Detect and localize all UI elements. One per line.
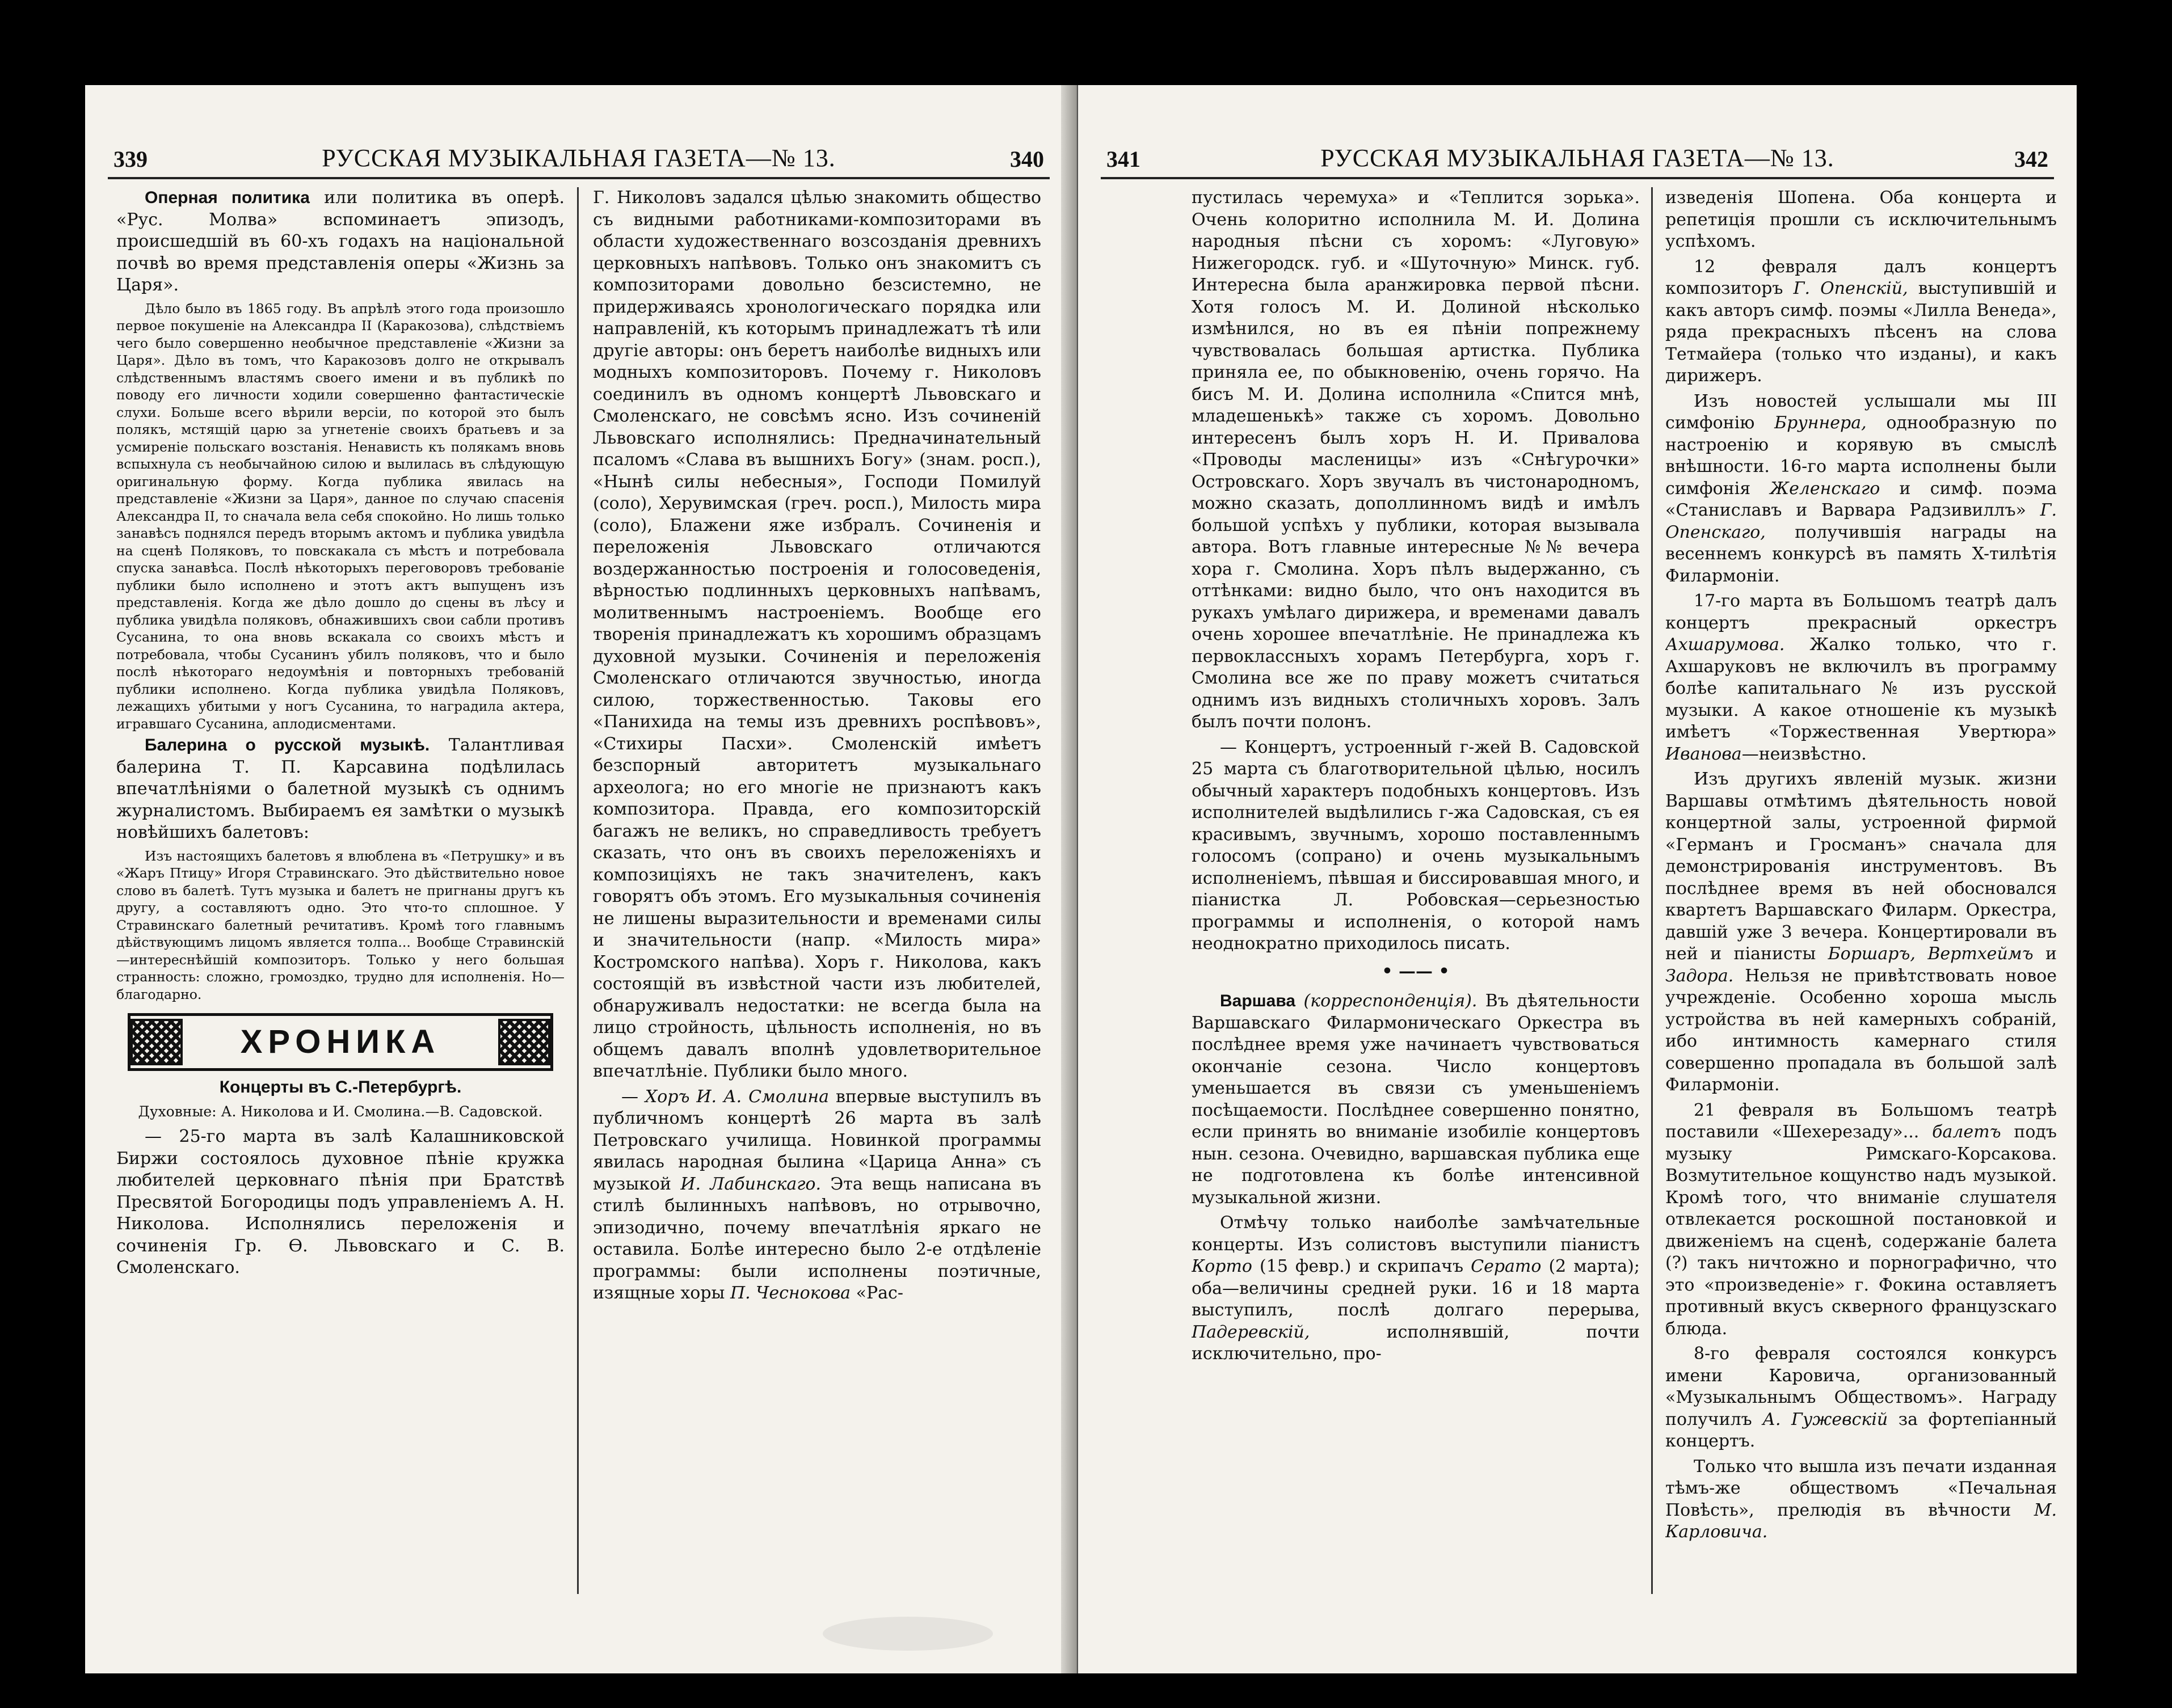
page-number: 340 <box>1010 146 1044 172</box>
paragraph-text: изведенія Шопена. Оба концерта и репетиція прошли съ исключительнымъ успѣхомъ. <box>1665 188 2057 251</box>
paragraph-text: — Концертъ, устроенный г-жей В. Садовской 25 марта съ благотворительной цѣлью, носилъ обычный характеръ подобныхъ концертовъ. Изъ исполнителей выдѣлились г-жа Садовская, съ ея красивымъ, звучнымъ, хорошо поставленнымъ голосомъ (сопрано) и очень музыкальнымъ исполненіемъ, пѣвшая и биссировавшая много, и піанистка Л. Робовская—серьезностью программы и исполненія, о которой намъ неоднократно приходилось писать. <box>1192 737 1640 954</box>
chronicle-banner <box>128 1013 553 1071</box>
running-header-right <box>1101 136 2054 179</box>
text-run: за фортепіанный концертъ. <box>1665 1409 2057 1451</box>
paragraph-text: — 25-го марта въ залѣ Калашниковской Биржи состоялось духовное пѣніе кружка любителей церковнаго пѣнія при Братствѣ Пресвятой Богородицы подъ управленіемъ А. Н. Николова. Исполнялись переложенія и сочиненія Гр. Ѳ. Львовскаго и С. В. Смоленскаго. <box>116 1127 565 1277</box>
text-run: 12 февраля далъ концертъ композиторъ <box>1665 256 2057 298</box>
text-run: Нельзя не привѣтствовать новое учрежденіе. Особенно хороша мысль устройства въ ней камерныхъ собраній, ибо интимность камернаго стиля совершенно пропадала въ большой залѣ Филармоніи. <box>1665 965 2057 1095</box>
section-heading: Балерина о русской музыкѣ. <box>145 736 430 754</box>
text-run: 8-го февраля состоялся конкурсъ имени Каровича, организованный «Музыкальнымъ Обществомъ». Награду получилъ <box>1665 1344 2057 1429</box>
left-page <box>85 85 1072 1673</box>
newspaper-title: РУССКАЯ МУЗЫКАЛЬНАЯ ГАЗЕТА—№ 13. <box>322 144 836 172</box>
subsection-subtitle: Духовные: А. Николова и И. Смолина.—В. Садовской. <box>138 1103 543 1120</box>
paragraph-text: Г. Николовъ задался цѣлью знакомить общество съ видными работниками-композиторами въ области художественнаго возсозданія древнихъ церковныхъ напѣвовъ. Только онъ знакомитъ съ композиторами довольно безсистемно, не придерживаясь хронологическаго порядка или направленій, къ которымъ принадлежатъ тѣ или другіе авторы: онъ беретъ наиболѣе видныхъ или модныхъ композиторовъ. Почему г. Николовъ соединилъ въ одномъ концертѣ Львовскаго и Смоленскаго, не совсѣмъ ясно. Изъ сочиненій Львовскаго исполнялись: Предначинательный псаломъ «Слава въ вышнихъ Богу» (знам. росп.), «Нынѣ силы небесныя», Господи Помилуй (соло), Херувимская (греч. росп.), Милость мира (соло), Блажени яже избралъ. Сочиненія и переложенія Львовскаго отличаются воздержанностью построенія и голосоведенія, вѣрностью подлинныхъ церковныхъ напѣвамъ, молитвеннымъ настроеніемъ. Вообще его творенія принадлежатъ къ хорошимъ образцамъ духовной музыки. Сочиненія и переложенія Смоленскаго отличаются звучностью, иногда силою, торжественностью. Таковы его «Панихида на темы изъ древнихъ роспѣвовъ», «Стихиры Пасхи». Смоленскій имѣетъ безспорный авторитетъ музыкальнаго археолога; но его многіе не признаютъ какъ композитора. Правда, его композиторскій багажъ не великъ, но справедливость требуетъ сказать, что онъ въ своихъ переложеніяхъ и композиціяхъ не такъ значителенъ, какъ говорятъ объ этомъ. Его музыкальныя сочиненія не лишены выразительности и временами силы и значительности (напр. «Милость мира» Костромского напѣва). Хоръ г. Николова, какъ состоящій въ извѣстной части изъ любителей, обнаруживалъ недостатки: не всегда была на лицо стройность, цѣльность исполненія, но въ общемъ давалъ вполнѣ удовлетворительное впечатлѣніе. Публики было много. <box>593 188 1041 1081</box>
italic-name: Г. Опенскій, <box>1793 279 1908 298</box>
paragraph-text: Въ дѣятельности Варшавскаго Филармоническаго Оркестра въ послѣднее время уже начинаетъ чувствоваться окончаніе сезона. Число концертовъ уменьшается въ связи съ уменьшеніемъ посѣщаемости. Послѣднее совершенно понятно, если принять во вниманіе изобиліе концертовъ нын. сезона. Очевидно, варшавская публика еще не подготовлена къ болѣе интенсивной музыкальной жизни. <box>1192 991 1640 1208</box>
column-divider <box>577 187 579 1594</box>
italic-name: Хоръ И. А. Смолина <box>645 1086 830 1107</box>
text-run: выступившій и какъ авторъ симф. поэмы «Лилла Венеда», ряда прекрасныхъ пѣсенъ на слова Тетмайера (только что изданы), и какъ дирижеръ. <box>1665 279 2057 386</box>
newspaper-title: РУССКАЯ МУЗЫКАЛЬНАЯ ГАЗЕТА—№ 13. <box>1320 144 1834 172</box>
text-run: впервые выступилъ въ публичномъ концертѣ 26 марта въ залѣ Петровскаго училища. Новинкой программы явилась народная былина «Царица Анна» съ музыкой <box>593 1086 1041 1194</box>
text-run: «Рас- <box>851 1283 903 1303</box>
text-run: однообразную по настроенію и корявую въ смыслѣ внѣшности. 16-го марта исполнены были симфонія <box>1665 413 2057 499</box>
ornament-icon <box>131 1019 183 1065</box>
text-run: Только что вышла изъ печати изданная тѣмъ-же обществомъ «Печальная Повѣсть», прелюдія въ вѣчности <box>1665 1456 2057 1520</box>
italic-name: Корто <box>1192 1256 1252 1276</box>
text-run: — <box>621 1086 645 1107</box>
page-number: 339 <box>113 146 148 172</box>
column-left-1 <box>116 187 565 1283</box>
italic-name: Боршаръ, Вертхеймъ <box>1828 944 2034 964</box>
small-text: Изъ настоящихъ балетовъ я влюблена въ «Петрушку» и въ «Жаръ Птицу» Игоря Стравинскаго. Это дѣйствительно новое слово въ балетѣ. Тутъ музыка и балетъ не пригнаны другъ къ другу, а составляютъ одно. Это что-то сплошное. У Стравинскаго балетный речитативъ. Кромѣ того главнымъ дѣйствующимъ лицомъ является толпа... Вообще Стравинскій—интереснѣйшій композиторъ. Только у него большая странность: сложно, громоздко, трудно для исполненія. Но—благодарно. <box>116 847 565 1002</box>
text-run: и симф. поэма «Станиславъ и Варвара Радзивиллъ» <box>1665 478 2057 520</box>
section-heading: Оперная политика <box>145 188 310 207</box>
paragraph-text: пустилась черемуха» и «Теплится зорька». Очень колоритно исполнила М. И. Долина народныя пѣсни съ хоромъ: «Луговую» Нижегородск. губ. и «Шуточную» Минск. губ. Интересна была аранжировка первой пѣсни. Хотя голосъ М. И. Долиной нѣсколько измѣнился, но въ ея пѣніи попрежнему чувствовалась большая артистка. Публика приняла ее, по обыкновенію, очень горячо. На бисъ М. И. Долина исполнила «Спится мнѣ, младешенькѣ» также съ хоромъ. Довольно интересенъ былъ хоръ Н. И. Привалова «Проводы масленицы» изъ «Снѣгурочки» Островскаго. Хоръ звучалъ въ чистонародномъ, можно сказать, дополлинномъ видѣ и имѣлъ большой успѣхъ у публики, которая вызывала автора. Вотъ главные интересные №№ вечера хора г. Смолина. Хоръ пѣлъ выдержанно, съ оттѣнками: видно было, что онъ находится въ рукахъ умѣлаго дирижера, и временами давалъ очень хорошее впечатлѣніе. Не принадлежа къ первоклассныхъ хорамъ Петербурга, хоръ г. Смолина все же по праву можетъ считаться однимъ изъ видныхъ столичныхъ хоровъ. Залъ былъ почти полонъ. <box>1192 188 1640 732</box>
text-run: Изъ новостей услышали мы III симфонію <box>1665 391 2057 433</box>
text-run: Изъ другихъ явленій музык. жизни Варшавы отмѣтимъ дѣятельность новой концертной залы, устроенной фирмой «Германъ и Гросманъ» сначала для демонстрированія инструментовъ. Въ послѣднее время въ ней обосновался квартетъ Варшавскаго Филарм. Оркестра, давшій уже 3 вечера. Концертировали въ ней и піанисты <box>1665 769 2057 964</box>
text-run: Жалко только, что г. Ахшаруковъ не включилъ въ программу болѣе капитальнаго № изъ русской музыки. А какое отношеніе къ музыкѣ имѣетъ «Торжественная Увертюра» <box>1665 635 2057 742</box>
text-run: Отмѣчу только наиболѣе замѣчательные концерты. Изъ солистовъ выступили піанистъ <box>1192 1213 1640 1255</box>
italic-name: М. Карловича. <box>1665 1500 2057 1542</box>
italic-name: Задора. <box>1665 965 1734 986</box>
subsection-heading: Концерты въ С.-Петербургѣ. <box>219 1078 462 1097</box>
section-heading: Варшава <box>1220 992 1296 1010</box>
text-run: 17-го марта въ Большомъ театрѣ далъ концертъ прекрасный оркестръ <box>1665 591 2057 633</box>
column-right-2 <box>1665 187 2057 1547</box>
small-text: Дѣло было въ 1865 году. Въ апрѣлѣ этого года произошло первое покушеніе на Александра II (Каракозова), слѣдствіемъ чего было совершенно необычное представленіе «Жизни за Царя». Дѣло въ томъ, что Каракозовъ долго не открывалъ слѣдственнымъ властямъ своего имени и въ публикѣ по поводу его личности ходили совершенно фантастическіе слухи. Больше всего вѣрили версіи, по которой это былъ полякъ, мстящій царю за угнетеніе своихъ братьевъ и за усмиреніе польскаго возстанія. Ненависть къ полякамъ вновь вспыхнула съ необычайною силою и вылилась въ слѣдующую оригинальную форму. Когда публика явилась на представленіе «Жизни за Царя», данное по случаю спасенія Александра II, то сначала вела себя спокойно. Но лишь только занавѣсъ поднялся передъ вторымъ актомъ и публика увидѣла на сценѣ Поляковъ, то повскакала съ мѣстъ и потребовала спуска занавѣса. Послѣ нѣкоторыхъ переговоровъ требованіе публики было исполнено и этотъ актъ выпущенъ изъ представленія. Когда же дѣло дошло до сцены въ лѣсу и публика увидѣла поляковъ, обнажившихъ свои сабли противъ Сусанина, то она вновь вскакала со своихъ мѣстъ и потребовала, чтобы Сусанинъ убилъ поляковъ, что и было послѣ нѣкотораго недоумѣнія и повторныхъ требованій публики исполнено. Когда публика увидѣла Поляковъ, лежащихъ убитыми у ногъ Сусанина, то наградила актера, игравшаго Сусанина, аплодисментами. <box>116 300 565 732</box>
chronicle-title: ХРОНИКА <box>240 1023 441 1060</box>
italic-name: П. Чеснокова <box>730 1283 851 1303</box>
text-run: исполнявшій, почти исключительно, про- <box>1192 1322 1640 1364</box>
italic-name: Г. Опенскаго, <box>1665 500 2057 542</box>
text-run: получившія награды на весеннемъ конкурсѣ въ память X-тилѣтія Филармоніи. <box>1665 522 2057 586</box>
paper-stain <box>823 1617 993 1651</box>
italic-name: А. Гужевскій <box>1762 1409 1888 1429</box>
page-number: 342 <box>2014 146 2048 172</box>
italic-name: Бруннера, <box>1774 413 1867 433</box>
text-run: Эта вещь написана въ стилѣ былинныхъ напѣвовъ, но отрывочно, эпизодично, почему впечатлѣнія яркаго не оставила. Болѣе интересно было 2-е отдѣленіе программы: были исполнены поэтичные, изящные хоры <box>593 1174 1041 1303</box>
text-run: —неизвѣстно. <box>1741 744 1867 764</box>
italic-text: (корреспонденція). <box>1295 991 1478 1011</box>
paragraph-text: или политика въ оперѣ. «Рус. Молва» вспоминаетъ эпизодъ, происшедшій въ 60-хъ годахъ на національной почвѣ во время представленія оперы «Жизнь за Царя». <box>116 188 565 295</box>
italic-name: И. Лабинскаго. <box>680 1174 822 1194</box>
page-number: 341 <box>1106 146 1140 172</box>
text-run: 21 февраля въ Большомъ театрѣ поставили «Шехерезаду»... <box>1665 1100 2057 1142</box>
italic-name: Иванова <box>1665 744 1742 764</box>
section-separator: • —— • <box>1382 961 1450 981</box>
text-run: подъ музыку Римскаго-Корсакова. Возмутительное кощунство надъ музыкой. Кромѣ того, что вниманіе слушателя отвлекается роскошной постановкой и движеніемъ на сценѣ, содержаніе балета (?) такъ ничтожно и порнографично, что это «произведеніе» г. Фокина оставляетъ противный вкусъ скверного французскаго блюда. <box>1665 1122 2057 1339</box>
italic-name: Падеревскій, <box>1192 1322 1310 1342</box>
italic-name: Желенскаго <box>1770 478 1880 499</box>
text-run: (15 февр.) и скрипачъ <box>1252 1256 1471 1276</box>
column-divider <box>1651 187 1653 1594</box>
italic-name: Ахшарумова. <box>1665 635 1785 655</box>
running-header-left <box>108 136 1050 179</box>
right-page <box>1078 85 2077 1673</box>
paragraph-text: Талантливая балерина Т. П. Карсавина подѣлилась впечатлѣніями о балетной музыкѣ съ однимъ журналистомъ. Выбираемъ ея замѣтки о музыкѣ новѣйшихъ балетовъ: <box>116 735 565 842</box>
text-run: (2 марта); оба—величины средней руки. 16 и 18 марта выступилъ, послѣ долгаго перерыва, <box>1192 1256 1640 1320</box>
text-run: и <box>2033 944 2057 964</box>
italic-name: балетъ <box>1932 1122 2001 1142</box>
column-right-1 <box>1192 187 1640 1369</box>
italic-name: Серато <box>1471 1256 1542 1276</box>
column-left-2 <box>593 187 1041 1308</box>
ornament-icon <box>498 1019 550 1065</box>
